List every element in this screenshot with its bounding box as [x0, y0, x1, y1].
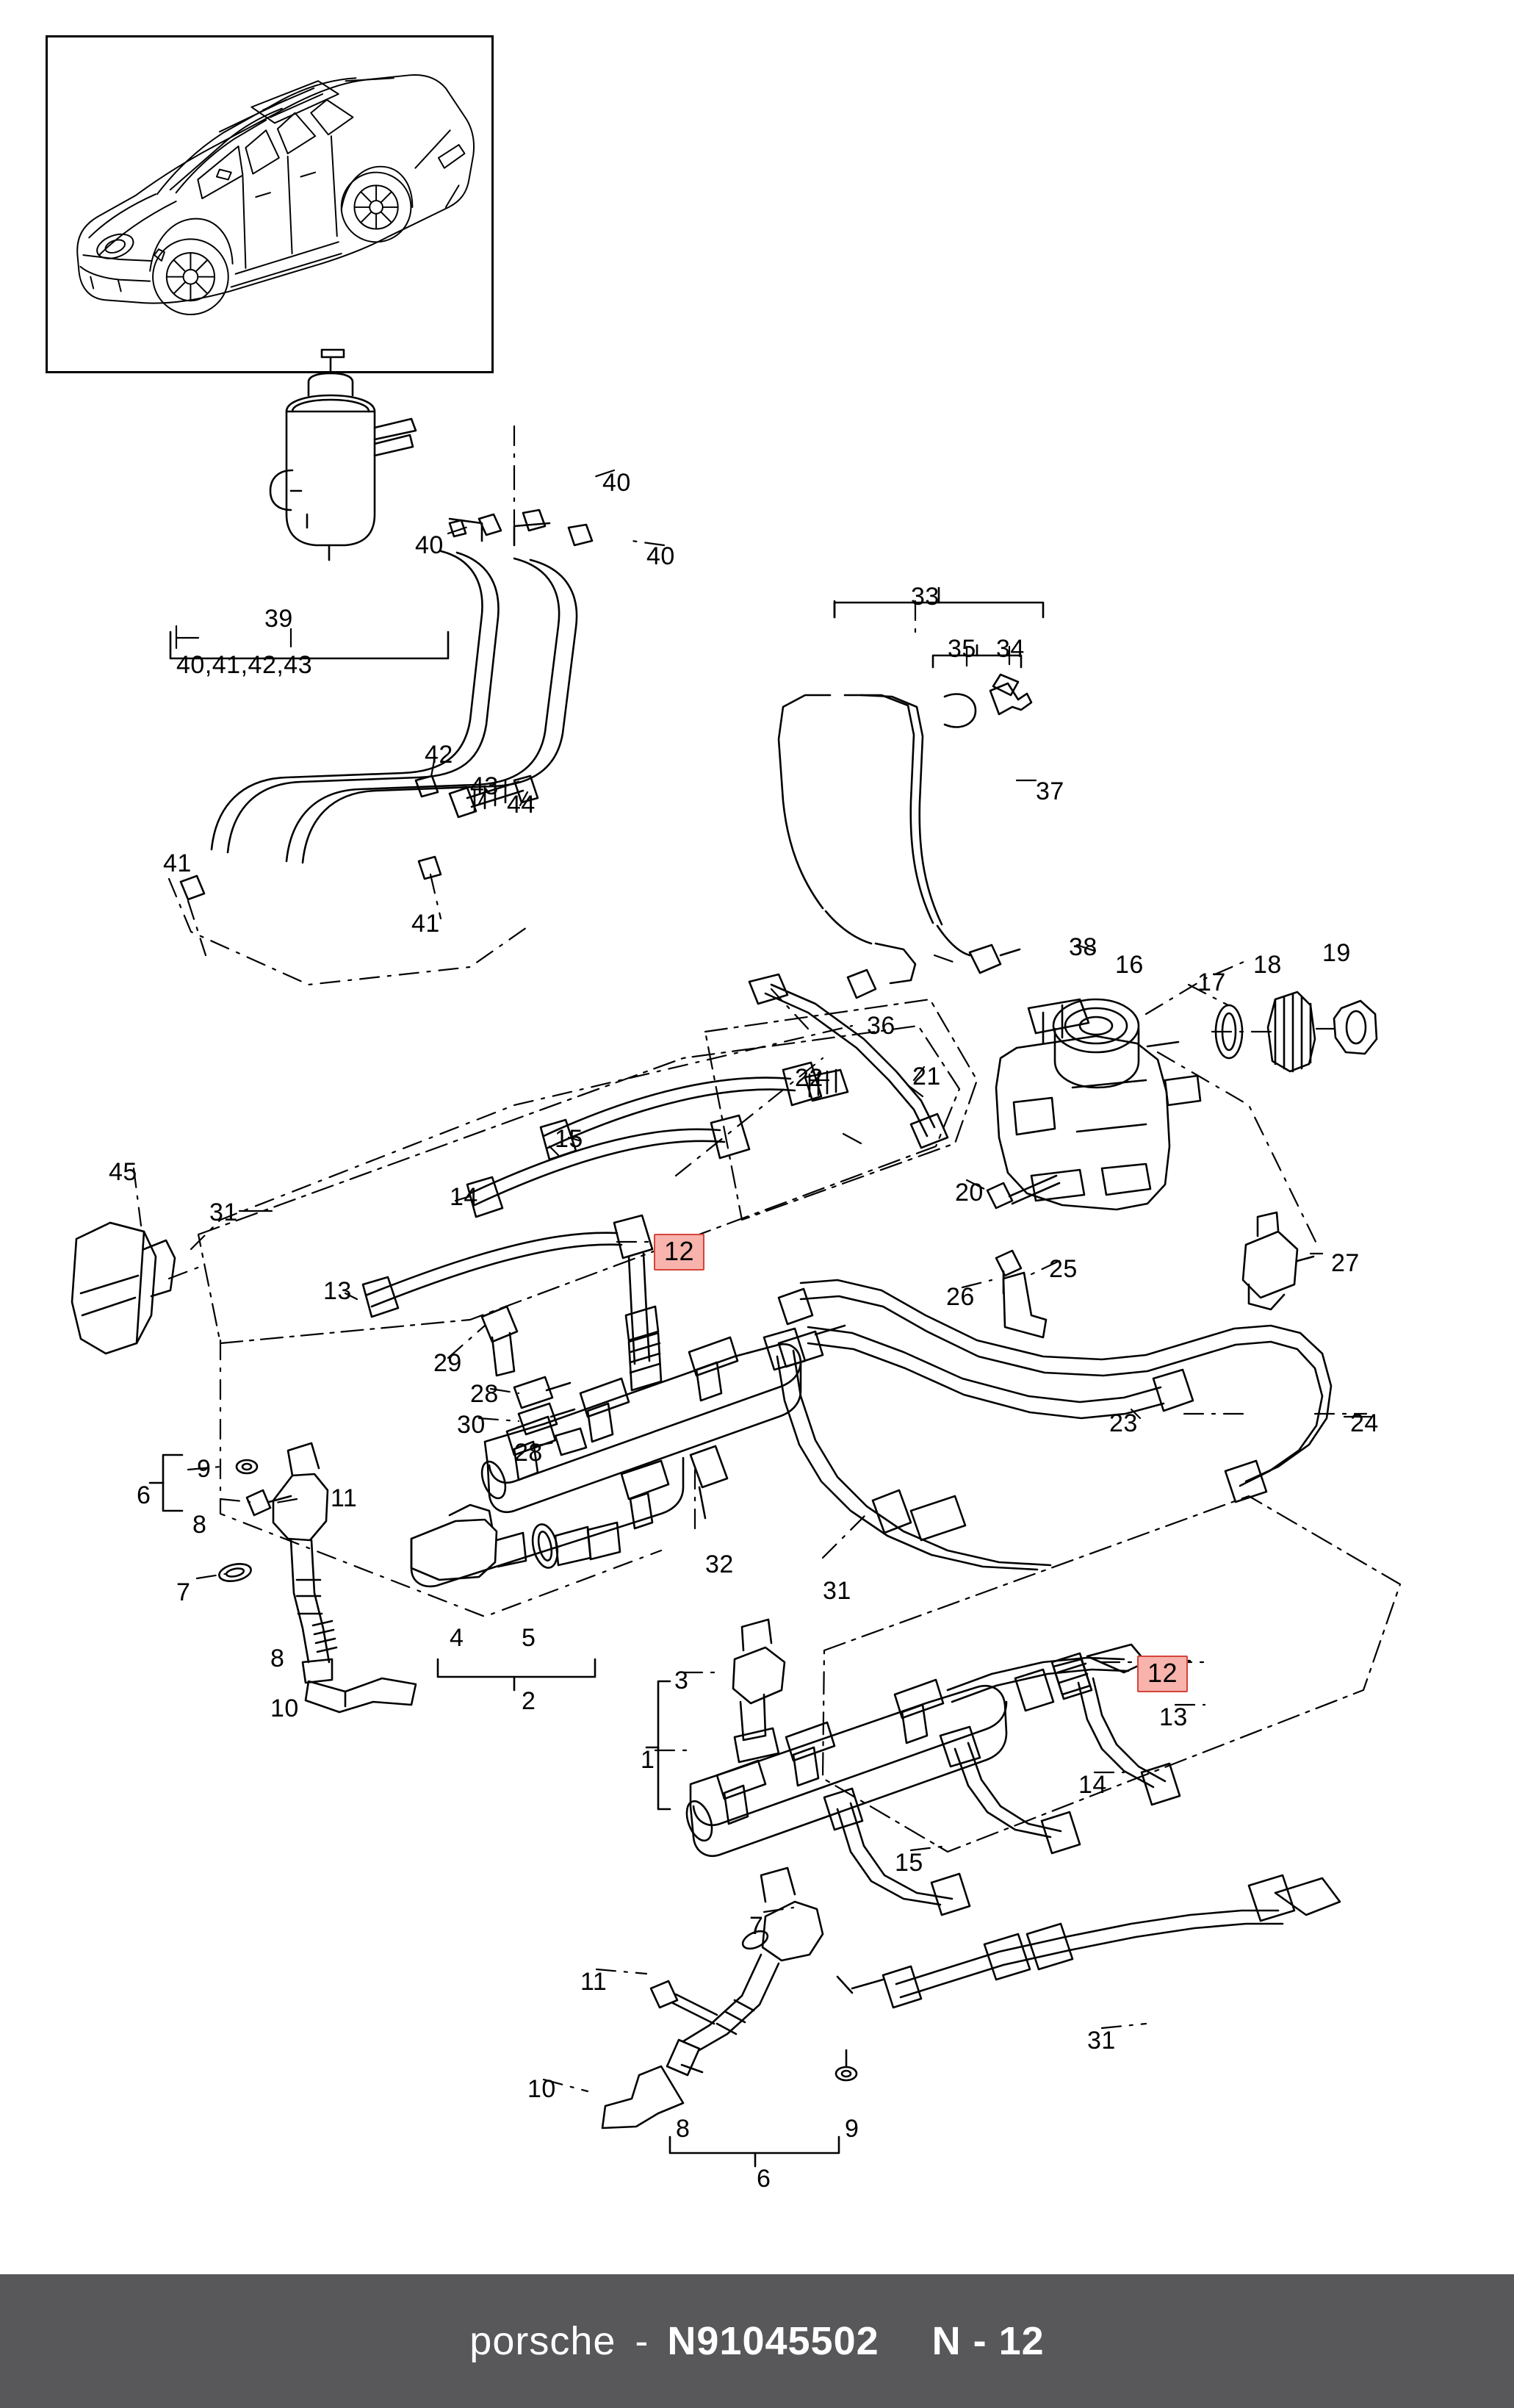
callout-1: 1 — [641, 1746, 655, 1774]
callout-6-upper: 6 — [137, 1481, 151, 1509]
callout-20: 20 — [955, 1179, 984, 1207]
callout-10-upper: 10 — [270, 1694, 299, 1722]
callout-21: 21 — [912, 1063, 941, 1090]
callout-18: 18 — [1253, 951, 1282, 979]
footer-separator: - — [635, 2319, 649, 2363]
callout-14-lower: 14 — [1078, 1771, 1107, 1799]
callout-13-upper: 13 — [323, 1277, 352, 1305]
callout-40-c: 40 — [646, 542, 675, 570]
injector-assembly-lower — [602, 1868, 857, 2128]
callout-11-upper: 11 — [331, 1484, 358, 1512]
callout-8-upper: 8 — [192, 1511, 207, 1539]
callout-33: 33 — [911, 583, 940, 611]
fuel-lines-37-38 — [779, 675, 1031, 983]
callout-36: 36 — [867, 1012, 895, 1040]
callout-23: 23 — [1109, 1409, 1138, 1437]
callout-40-a: 40 — [602, 469, 631, 497]
callout-28-a: 28 — [470, 1380, 499, 1408]
callout-2: 2 — [522, 1687, 536, 1715]
callout-5: 5 — [522, 1624, 536, 1652]
callout-12-highlighted-upper: 12 — [654, 1234, 704, 1271]
pressure-regulator-4 — [411, 1505, 526, 1580]
group-boundaries — [176, 626, 1400, 1852]
leader-lines — [239, 1085, 1371, 1418]
callout-31-upper: 31 — [209, 1198, 238, 1226]
callout-41-a: 41 — [163, 849, 192, 877]
callout-28-b: 28 — [514, 1439, 543, 1467]
callout-6-lower: 6 — [757, 2165, 771, 2193]
callout-group-40-41-42-43: 40,41,42,43 — [176, 651, 313, 679]
callout-31-mid: 31 — [823, 1577, 851, 1605]
callout-41-b: 41 — [411, 910, 440, 938]
sensor-27 — [1243, 1212, 1313, 1309]
callout-37: 37 — [1036, 777, 1064, 805]
callout-31-lower: 31 — [1087, 2027, 1116, 2055]
fuel-filter-assembly — [270, 350, 416, 560]
callout-3: 3 — [674, 1667, 689, 1694]
callout-32: 32 — [705, 1550, 734, 1578]
drive-gear-18 — [1268, 992, 1315, 1071]
callout-8-left: 8 — [270, 1645, 285, 1672]
callout-22: 22 — [795, 1064, 823, 1092]
callout-8-lower: 8 — [676, 2115, 691, 2143]
callout-12-highlighted-lower: 12 — [1137, 1656, 1188, 1692]
fuel-lines-middle — [691, 1280, 1331, 1570]
callout-13-lower: 13 — [1159, 1703, 1188, 1731]
callout-17: 17 — [1197, 968, 1226, 996]
callout-15-upper: 15 — [555, 1125, 583, 1153]
footer-bar — [0, 2274, 1514, 2408]
brand-label: porsche — [469, 2319, 616, 2363]
fuel-line-31-lower — [837, 1875, 1340, 2008]
callout-40-b: 40 — [415, 531, 444, 559]
high-pressure-pipes-lower — [824, 1645, 1180, 1915]
callout-11-lower: 11 — [580, 1968, 608, 1996]
callout-16: 16 — [1115, 951, 1144, 979]
callout-35: 35 — [948, 635, 976, 663]
bracket-25 — [1003, 1273, 1046, 1337]
callout-34: 34 — [996, 635, 1025, 663]
page-number: N - 12 — [931, 2319, 1045, 2363]
callout-27: 27 — [1331, 1249, 1360, 1277]
callout-25: 25 — [1049, 1255, 1078, 1283]
high-pressure-pipes-upper — [363, 1063, 821, 1390]
spring-washer-5 — [529, 1522, 620, 1570]
callout-30: 30 — [457, 1411, 486, 1439]
callout-19: 19 — [1322, 939, 1351, 967]
fitting-38 — [970, 945, 1020, 973]
callout-26: 26 — [946, 1283, 975, 1311]
callout-7-upper: 7 — [176, 1578, 191, 1606]
hose-clamps-41 — [181, 857, 441, 899]
bolt-26 — [996, 1251, 1021, 1293]
pressure-sensor-3 — [733, 1620, 785, 1762]
callout-43: 43 — [470, 772, 499, 800]
callout-4: 4 — [450, 1624, 464, 1652]
bolt-20 — [987, 1176, 1059, 1208]
callout-10-lower: 10 — [527, 2075, 556, 2103]
callout-44: 44 — [507, 791, 536, 819]
callout-9-lower: 9 — [845, 2115, 859, 2143]
callout-38: 38 — [1069, 933, 1097, 961]
reference-lines — [134, 426, 1366, 2091]
callout-14-upper: 14 — [450, 1183, 478, 1211]
injector-assembly-left — [217, 1443, 416, 1712]
high-pressure-fuel-pump — [996, 999, 1200, 1210]
callout-7-lower: 7 — [749, 1912, 764, 1940]
hose-clamps-40 — [450, 510, 592, 545]
callout-29: 29 — [433, 1349, 462, 1377]
callout-9-upper: 9 — [197, 1455, 212, 1483]
fitting-36 — [848, 970, 876, 998]
callout-24: 24 — [1350, 1409, 1379, 1437]
part-number: N91045502 — [667, 2319, 879, 2363]
callout-45: 45 — [109, 1158, 137, 1186]
nut-19 — [1334, 1001, 1377, 1054]
callout-42: 42 — [425, 741, 453, 769]
cover-45 — [72, 1223, 175, 1354]
callout-15-lower: 15 — [895, 1849, 923, 1877]
callout-39: 39 — [264, 605, 293, 633]
